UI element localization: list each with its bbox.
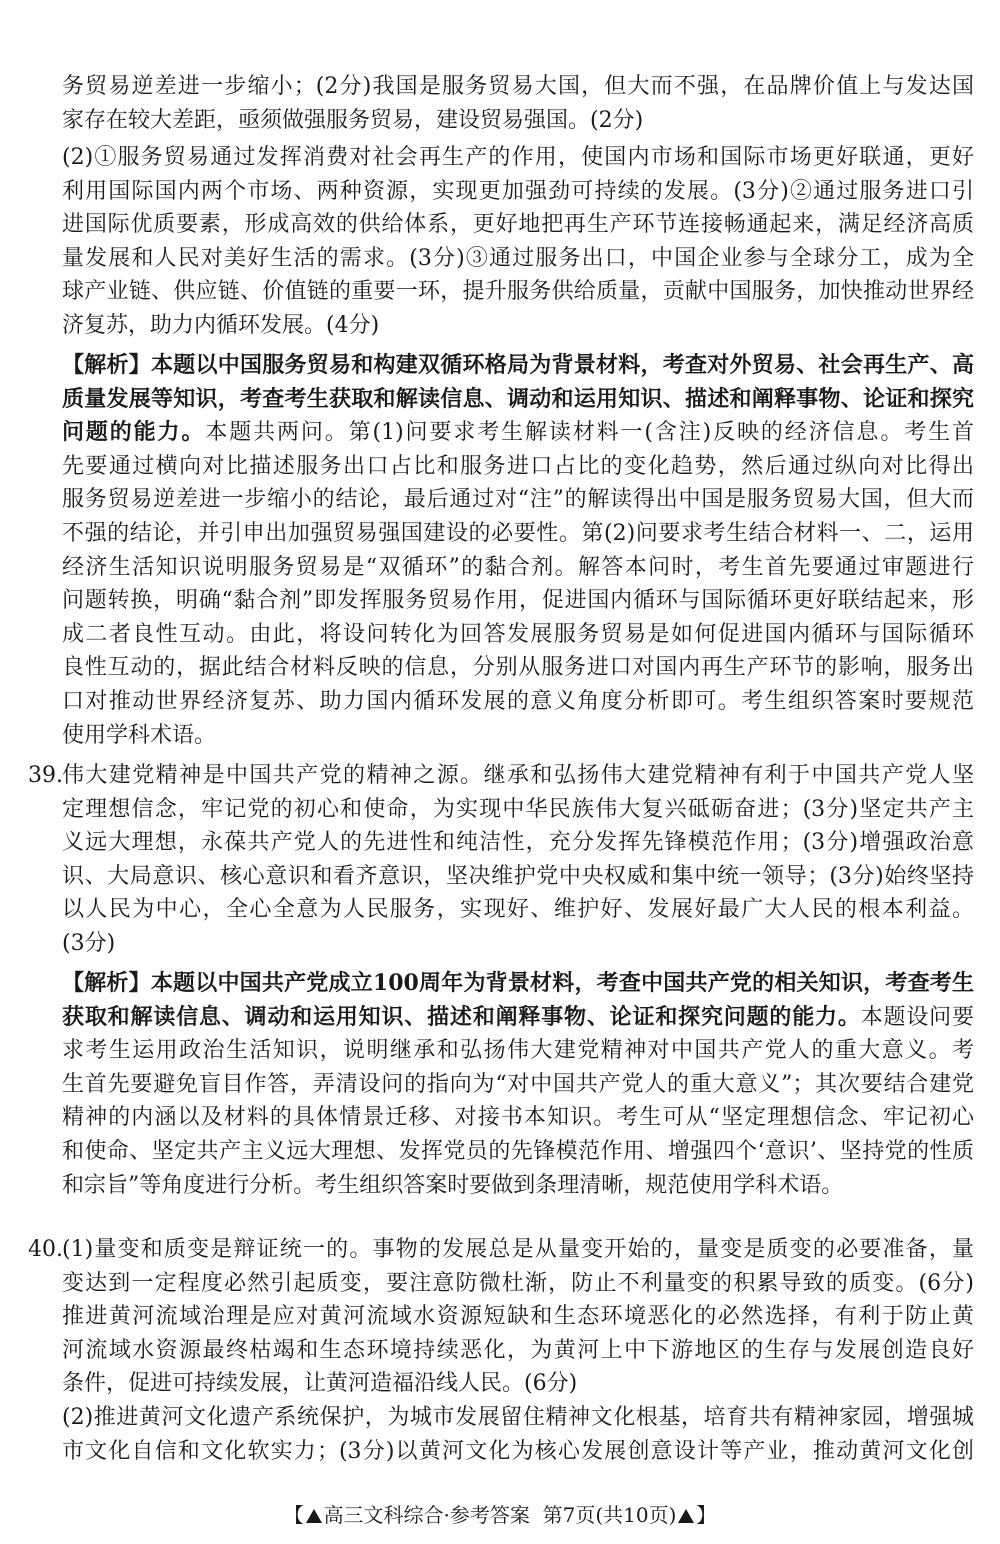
question-number-39: 39. (28, 763, 63, 788)
triangle-icon (678, 1509, 694, 1523)
page-footer (0, 1500, 1000, 1530)
text-line: (2)①服务贸易通过发挥消费对社会再生产的作用，使国内市场和国际市场更好联通，更好 (62, 145, 974, 170)
text-line: 市文化自信和文化软实力；(3分)以黄河文化为核心发展创意设计等产业，推动黄河文化创 (62, 1438, 974, 1464)
analysis-line-bold: 质量发展等知识，考查考生获取和解读信息、调动和运用知识、描述和阐释事物、论证和探究 (62, 385, 974, 412)
text-line: (3分) (62, 930, 116, 956)
analysis-line: 和宗旨”等角度进行分析。考生组织答案时要做到条理清晰，规范使用学科术语。 (62, 1172, 844, 1198)
text-line: (2)推进黄河文化遗产系统保护，为城市发展留住精神文化根基，培育共有精神家园，增强城 (62, 1404, 974, 1430)
analysis-line-bold: 【解析】本题以中国服务贸易和构建双循环格局为背景材料，考查对外贸易、社会再生产、高 (62, 352, 974, 378)
analysis-bold-fragment: 获取和解读信息、调动和运用知识、描述和阐释事物、论证和探究问题的能力。 (62, 1003, 861, 1030)
q38-part2-answer (62, 141, 974, 343)
text-line: 进国际优质要素，形成高效的供给体系，更好地把再生产环节连接畅通起来，满足经济高质 (62, 212, 974, 238)
analysis-line: 生首先要避免盲目作答，弄清设问的指向为“对中国共产党人的重大意义”；其次要结合建党 (62, 1071, 974, 1097)
question-number-40: 40. (28, 1237, 63, 1262)
text-line: 识、大局意识、核心意识和看齐意识，坚决维护党中央权威和集中统一领导；(3分)始终坚持 (62, 863, 974, 889)
analysis-line: 经济生活知识说明服务贸易是“双循环”的黏合剂。解答本问时，考生首先要通过审题进行 (62, 554, 974, 580)
analysis-line: 服务贸易逆差进一步缩小的结论，最后通过对“注”的解读得出中国是服务贸易大国，但大而 (62, 487, 974, 513)
analysis-line: 不强的结论，并引申出加强贸易强国建设的必要性。第(2)问要求考生结合材料一、二，运用 (62, 520, 974, 546)
analysis-line: 良性互动的，据此结合材料反映的信息，分别从服务进口对国内再生产环节的影响，服务出 (62, 655, 974, 681)
analysis-line (62, 1001, 974, 1035)
text-line: 济复苏，助力内循环发展。(4分) (62, 312, 380, 338)
text-line: 务贸易逆差进一步缩小；(2分)我国是服务贸易大国，但大而不强，在品牌价值上与发达国 (62, 74, 974, 99)
q38-analysis (62, 349, 974, 752)
analysis-line: 精神的内涵以及材料的具体情景迁移、对接书本知识。考生可从“坚定理想信念、牢记初心 (62, 1105, 974, 1131)
text-line: 伟大建党精神是中国共产党的精神之源。继承和弘扬伟大建党精神有利于中国共产党人坚 (62, 763, 974, 788)
text-line: (1)量变和质变是辩证统一的。事物的发展总是从量变开始的，量变是质变的必要准备，量 (62, 1237, 974, 1262)
triangle-icon (306, 1509, 322, 1523)
analysis-line: 先要通过横向对比描述服务出口占比和服务进口占比的变化趋势，然后通过纵向对比得出 (62, 453, 974, 479)
text-line: 定理想信念，牢记党的初心和使命，为实现中华民族伟大复兴砥砺奋进；(3分)坚定共产主 (62, 796, 974, 822)
text-line: 义远大理想，永葆共产党人的先进性和纯洁性，充分发挥先锋模范作用；(3分)增强政治意 (62, 830, 974, 856)
text-line: 球产业链、供应链、价值链的重要一环，提升服务供给质量，贡献中国服务，加快推动世界经 (62, 279, 974, 305)
analysis-line: 成二者良性互动。由此，将设问转化为回答发展服务贸易是如何促进国内循环与国际循环 (62, 621, 974, 647)
text-line: 条件，促进可持续发展，让黄河造福沿线人民。(6分) (62, 1371, 578, 1397)
analysis-line-bold: 【解析】本题以中国共产党成立100周年为背景材料，考查中国共产党的相关知识，考查考生 (62, 970, 974, 996)
footer-close-bracket: 】 (696, 1503, 717, 1527)
analysis-fragment: 本题共两问。第(1)问要求考生解读材料一(含注)反映的经济信息。考生首 (205, 420, 974, 446)
analysis-bold-fragment: 问题的能力。 (62, 419, 206, 446)
analysis-line: 口对推动世界经济复苏、助力国内循环发展的意义角度分析即可。考生组织答案时要规范 (62, 688, 974, 714)
q38-part1-continuation (62, 70, 974, 137)
text-line: 变达到一定程度必然引起质变，要注意防微杜渐，防止不利量变的积累导致的质变。(6分) (62, 1270, 974, 1296)
analysis-line: 求考生运用政治生活知识，说明继承和弘扬伟大建党精神对中国共产党人的重大意义。考 (62, 1038, 974, 1064)
text-line: 量发展和人民对美好生活的需求。(3分)③通过服务出口，中国企业参与全球分工，成为全 (62, 245, 974, 271)
analysis-line: 问题转换，明确“黏合剂”即发挥服务贸易作用，促进国内循环与国际循环更好联结起来，形 (62, 588, 974, 614)
q40-answer (62, 1233, 974, 1468)
footer-title: 高三文科综合·参考答案 (323, 1503, 530, 1527)
text-line: 家存在较大差距，亟须做强服务贸易，建设贸易强国。(2分) (62, 107, 644, 133)
footer-open-bracket: 【 (283, 1503, 304, 1527)
q39-answer (62, 759, 974, 961)
analysis-fragment: 本题设问要 (860, 1004, 974, 1030)
analysis-line: 使用学科术语。 (62, 722, 217, 748)
text-line: 利用国际国内两个市场、两种资源，实现更加强劲可持续的发展。(3分)②通过服务进口引 (62, 178, 974, 204)
analysis-line: 和使命、坚定共产主义远大理想、发挥党员的先锋模范作用、增强四个‘意识’、坚持党的性质 (62, 1138, 974, 1164)
text-line: 推进黄河流域治理是应对黄河流域水资源短缺和生态环境恶化的必然选择，有利于防止黄 (62, 1304, 974, 1330)
analysis-line (62, 416, 974, 450)
text-line: 以人民为中心，全心全意为人民服务，实现好、维护好、发展好最广大人民的根本利益。 (62, 897, 974, 923)
text-line: 河流域水资源最终枯竭和生态环境持续恶化，为黄河上中下游地区的生存与发展创造良好 (62, 1337, 974, 1363)
q39-analysis (62, 967, 974, 1202)
footer-page-info: 第7页(共10页) (542, 1503, 677, 1527)
